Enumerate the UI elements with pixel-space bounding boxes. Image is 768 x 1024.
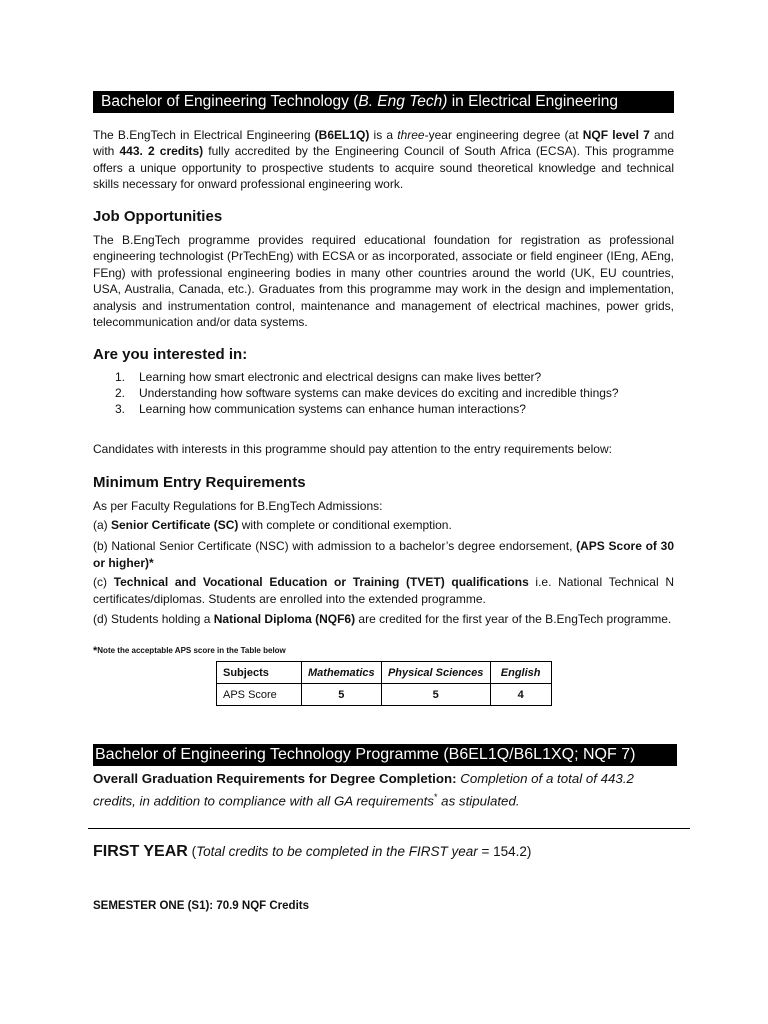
aps-note-text: Note the acceptable APS score in the Table below xyxy=(97,646,286,655)
intro-credits: 443. 2 credits) xyxy=(119,144,204,159)
first-year-italic: Total credits to be completed in the FIRST year xyxy=(196,844,478,859)
table-cell: 5 xyxy=(302,684,382,706)
entry-requirements-heading: Minimum Entry Requirements xyxy=(93,474,306,491)
entry-d-bold: National Diploma (NQF6) xyxy=(213,612,356,626)
intro-text-1: The B.EngTech in Electrical Engineering xyxy=(93,128,315,142)
list-item-text: Understanding how software systems can make devices do exciting and incredible things? xyxy=(139,386,619,401)
section-divider xyxy=(88,828,690,829)
table-cell: 4 xyxy=(490,684,551,706)
entry-d-suffix: are credited for the first year of the B.EngTech programme. xyxy=(355,612,672,626)
candidates-note: Candidates with interests in this programme should pay attention to the entry requirements below: xyxy=(93,442,612,456)
intro-three: three xyxy=(397,128,425,142)
list-item-number: 3. xyxy=(115,402,126,417)
entry-intro: As per Faculty Regulations for B.EngTech Admissions: xyxy=(93,499,383,513)
entry-c-prefix: (c) xyxy=(93,575,114,589)
aps-score-table xyxy=(216,661,552,706)
table-header-cell: Mathematics xyxy=(302,662,382,684)
graduation-italic-2: as stipulated. xyxy=(437,793,520,809)
first-year-open: ( xyxy=(187,844,197,859)
interest-heading: Are you interested in: xyxy=(93,346,248,363)
list-item-number: 1. xyxy=(115,370,126,384)
entry-a-suffix: with complete or conditional exemption. xyxy=(238,518,452,532)
programme-title-banner xyxy=(93,91,674,113)
list-item-text: Learning how smart electronic and electrical designs can make lives better? xyxy=(139,370,542,384)
intro-paragraph xyxy=(93,127,674,193)
table-cell: APS Score xyxy=(217,684,302,706)
list-item xyxy=(115,385,619,401)
aps-note xyxy=(93,645,286,657)
banner-prefix: Bachelor of Engineering Technology ( xyxy=(101,93,359,110)
graduation-star: * xyxy=(433,792,438,802)
intro-programme-code: (B6EL1Q) xyxy=(314,128,370,142)
entry-c-suffix: i.e. National Technical N certificates/diplomas. Students are enrolled into the extended programme. xyxy=(93,575,674,606)
entry-c-bold: Technical and Vocational Education or Training (TVET) qualifications xyxy=(113,575,529,589)
list-item-number: 2. xyxy=(115,386,126,401)
list-item-text: Learning how communication systems can enhance human interactions? xyxy=(139,402,526,417)
programme-structure-banner: Bachelor of Engineering Technology Programme (B6EL1Q/B6L1XQ; NQF 7) xyxy=(93,744,677,766)
table-header-cell: Physical Sciences xyxy=(381,662,490,684)
entry-d-prefix: (d) Students holding a xyxy=(93,612,214,626)
table-header-row xyxy=(217,662,552,684)
intro-text-3: -year engineering degree (at xyxy=(424,128,583,142)
semester-one-heading: SEMESTER ONE (S1): 70.9 NQF Credits xyxy=(93,900,309,912)
banner-suffix: in Electrical Engineering xyxy=(447,93,618,110)
entry-item-d xyxy=(93,611,674,627)
entry-item-b xyxy=(93,538,674,571)
entry-item-a xyxy=(93,517,674,533)
intro-nqf-level: NQF level 7 xyxy=(582,128,650,142)
table-cell: 5 xyxy=(381,684,490,706)
job-opportunities-heading: Job Opportunities xyxy=(93,208,223,225)
first-year-heading xyxy=(93,843,531,861)
entry-b-prefix: (b) National Senior Certificate (NSC) with admission to a bachelor’s degree endorsement, xyxy=(93,539,577,553)
entry-item-c xyxy=(93,574,674,607)
table-row xyxy=(217,684,552,706)
graduation-requirements xyxy=(93,770,676,810)
list-item xyxy=(115,401,619,417)
graduation-bold: Overall Graduation Requirements for Degree Completion: xyxy=(93,771,457,786)
banner-italic: B. Eng Tech) xyxy=(358,93,448,110)
graduation-italic: Completion of a total of 443.2 credits, in addition to compliance with all GA requirements xyxy=(93,771,634,809)
first-year-value: = 154.2) xyxy=(477,844,532,859)
entry-a-prefix: (a) xyxy=(93,518,111,532)
intro-text-2: is a xyxy=(369,128,398,142)
entry-b-bold: (APS Score of 30 or higher)* xyxy=(93,539,674,570)
entry-a-bold: Senior Certificate (SC) xyxy=(111,518,239,532)
job-opportunities-paragraph: The B.EngTech programme provides required educational foundation for registration as professional engineering technologist (PrTechEng) with ECSA or as incorporated, associate or field engineer (IEng, AEng, FEng) with professional engineering bodies in many other countries around the world (UK, EU countries, USA, Australia, Canada, etc.). Graduates from this programme may work in the design and implementation, analysis and instrumentation control, maintenance and management of electrical machines, power grids, telecommunication and/or data systems. xyxy=(93,233,674,330)
table-header-cell: Subjects xyxy=(217,662,302,684)
table-header-cell: English xyxy=(490,662,551,684)
aps-note-star: * xyxy=(93,645,98,657)
first-year-title: FIRST YEAR xyxy=(93,843,188,860)
intro-text-5: fully accredited by the Engineering Council of South Africa (ECSA). This programme offers a unique opportunity to prospective students to acquire sound theoretical knowledge and technical skills necessary for onward professional engineering work. xyxy=(93,144,675,192)
list-item xyxy=(115,369,619,385)
interest-list xyxy=(115,369,619,418)
intro-text-4: and with xyxy=(93,128,674,159)
